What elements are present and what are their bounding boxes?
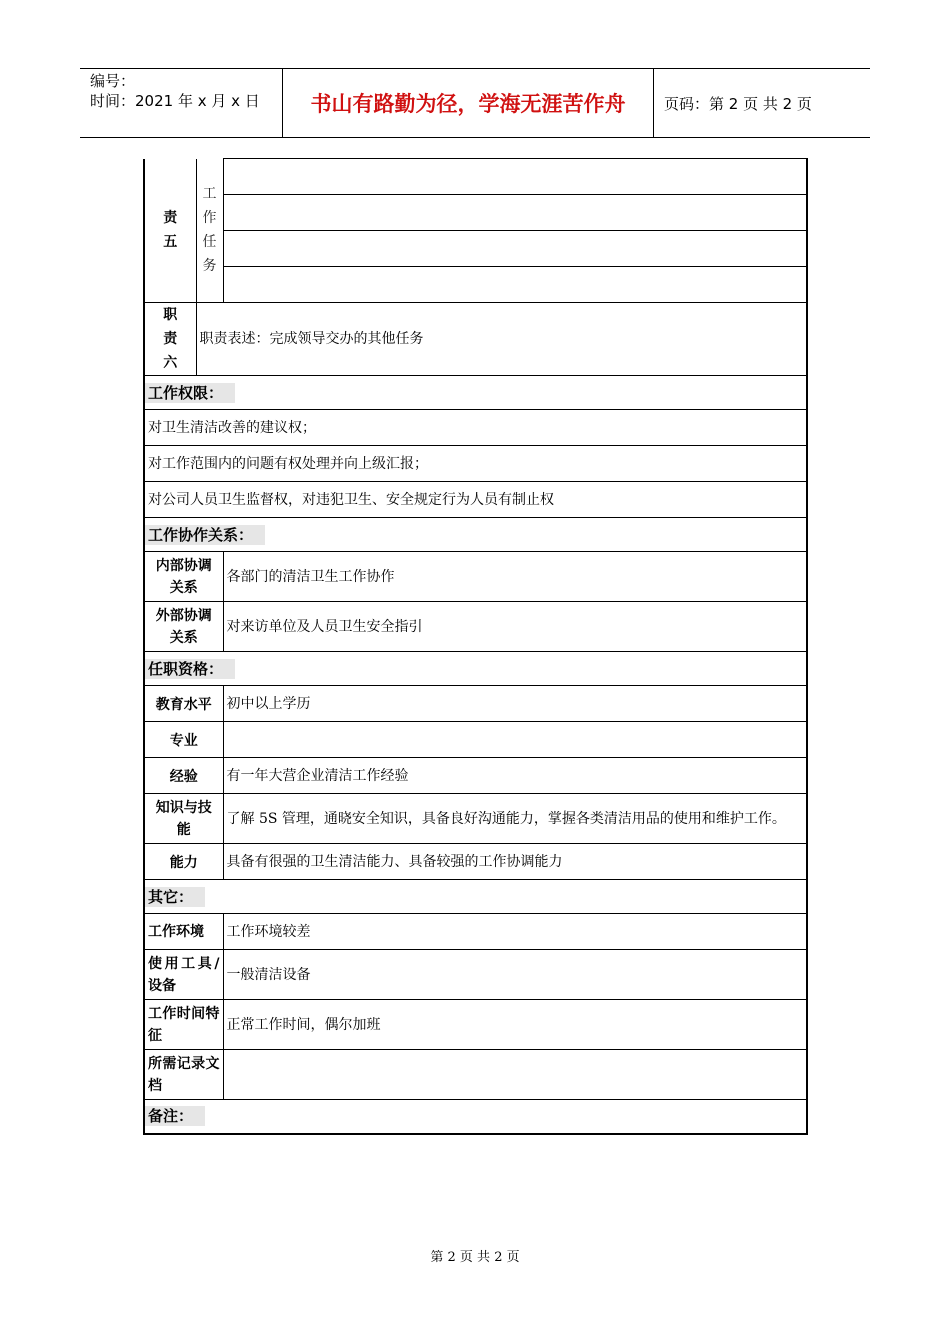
ability-label: 能力 (144, 844, 223, 880)
education-label: 教育水平 (144, 686, 223, 722)
duty6-text: 职责表述：完成领导交办的其他任务 (196, 303, 807, 376)
qualification-section (144, 652, 807, 686)
cooperation-section (144, 518, 807, 552)
cooperation-external-value: 对来访单位及人员卫生安全指引 (223, 602, 807, 652)
cooperation-external-label: 外部协调关系 (144, 602, 223, 652)
cooperation-title: 工作协作关系： (145, 525, 265, 545)
duty6-label: 职 责 六 (144, 303, 196, 376)
work-time-value: 正常工作时间，偶尔加班 (223, 1000, 807, 1050)
duty5-task-row[interactable] (223, 267, 807, 303)
education-value: 初中以上学历 (223, 686, 807, 722)
cooperation-internal-value: 各部门的清洁卫生工作协作 (223, 552, 807, 602)
duty5-task-row[interactable] (223, 195, 807, 231)
qualification-title: 任职资格： (145, 659, 235, 679)
duty5-task-row[interactable] (223, 159, 807, 195)
duty5-label-line1: 责 (163, 210, 178, 227)
remarks-section (144, 1100, 807, 1134)
tools-label: 使用工具/设备 (144, 950, 223, 1000)
header-meta (80, 69, 283, 137)
header-page-label: 页码：第 2 页 共 2 页 (664, 94, 812, 113)
page-footer: 第 2 页 共 2 页 (430, 1250, 520, 1265)
ability-value: 具备有很强的卫生清洁能力、具备较强的工作协调能力 (223, 844, 807, 880)
duty5-task-label: 工 作 任 务 (196, 159, 223, 303)
knowledge-value: 了解 5S 管理，通晓安全知识，具备良好沟通能力，掌握各类清洁用品的使用和维护工作。 (223, 794, 807, 844)
work-time-label: 工作时间特征 (144, 1000, 223, 1050)
duty5-task-row[interactable] (223, 231, 807, 267)
remarks-title: 备注： (145, 1106, 205, 1126)
knowledge-label: 知识与技能 (144, 794, 223, 844)
major-label: 专业 (144, 722, 223, 758)
time-label: 时间：2021 年 x 月 x 日 (90, 92, 260, 110)
duty5-label (144, 159, 196, 303)
experience-label: 经验 (144, 758, 223, 794)
records-label: 所需记录文档 (144, 1050, 223, 1100)
authority-title: 工作权限： (145, 383, 235, 403)
job-description-table (143, 158, 808, 1135)
authority-item: 对工作范围内的问题有权处理并向上级汇报； (144, 446, 807, 482)
environment-value: 工作环境较差 (223, 914, 807, 950)
number-label: 编号： (90, 72, 136, 90)
experience-value: 有一年大营企业清洁工作经验 (223, 758, 807, 794)
records-value (223, 1050, 807, 1100)
authority-item: 对卫生清洁改善的建议权； (144, 410, 807, 446)
cooperation-internal-label: 内部协调关系 (144, 552, 223, 602)
environment-label: 工作环境 (144, 914, 223, 950)
authority-section (144, 376, 807, 410)
page-header (80, 68, 870, 138)
header-motto: 书山有路勤为径，学海无涯苦作舟 (283, 69, 654, 137)
tools-value: 一般清洁设备 (223, 950, 807, 1000)
other-section (144, 880, 807, 914)
major-value (223, 722, 807, 758)
other-title: 其它： (145, 887, 205, 907)
authority-item: 对公司人员卫生监督权，对违犯卫生、安全规定行为人员有制止权 (144, 482, 807, 518)
duty5-label-line2: 五 (163, 234, 178, 251)
